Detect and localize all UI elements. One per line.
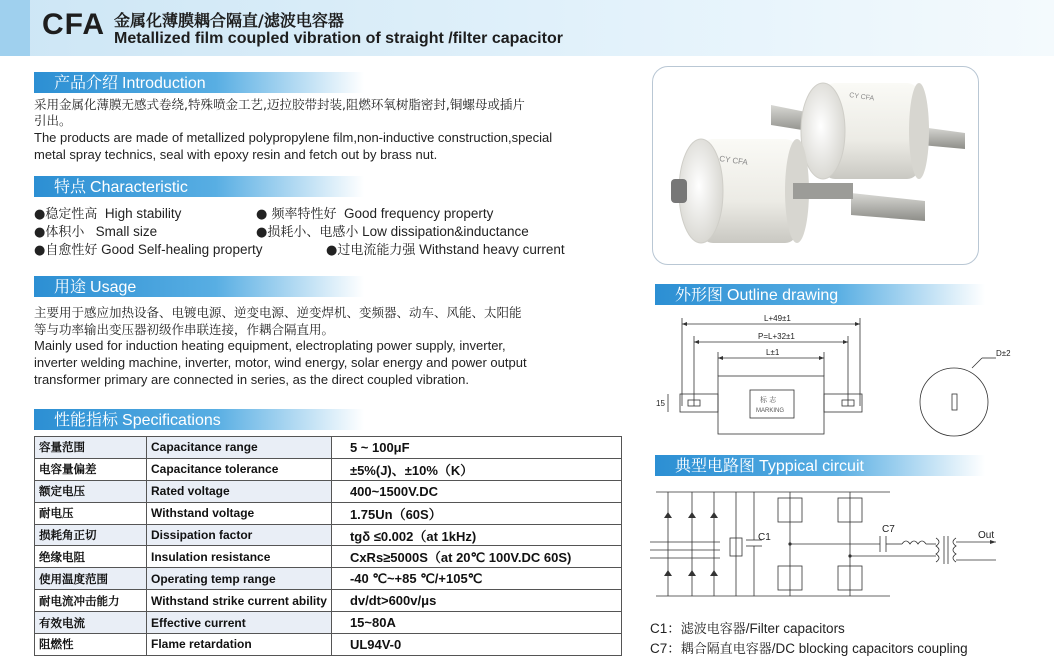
title-english: Metallized film coupled vibration of straight /filter capacitor [114,30,563,47]
introduction-text-zh-2: 引出。 [34,113,72,128]
characteristic-item: ●自愈性好 Good Self-healing property [34,242,263,258]
dimension-label: 15 [656,399,665,408]
dimension-label: P=L+32±1 [758,332,795,341]
spec-name-zh: 耐电压 [35,502,147,524]
circuit-heading [655,455,985,476]
circuit-diagram [650,480,1050,610]
capacitor-end-face [909,83,929,179]
spec-value: UL94V-0 [331,634,621,656]
specifications-heading-zh: 性能指标 [54,410,119,429]
characteristic-item: ●体积小 Small size [34,224,158,240]
spec-row [35,524,622,546]
characteristic-heading-en: Characteristic [90,179,188,196]
usage-heading-zh: 用途 [54,277,87,296]
dimension-label: L+49±1 [764,314,791,323]
spec-value: 5 ~ 100μF [331,437,621,459]
characteristic-heading-zh: 特点 [54,177,87,196]
spec-row [35,634,622,656]
introduction-heading-en: Introduction [122,75,206,92]
introduction-heading-zh: 产品介绍 [54,73,119,92]
spec-value: CxRs≥5000S（at 20℃ 100V.DC 60S) [331,546,621,568]
usage-heading-en: Usage [90,279,137,296]
capacitor-photo-illustration [653,67,979,265]
circuit-heading-en: Typpical circuit [759,458,864,475]
capacitor-label: CY CFA [848,92,875,103]
caption-c1: C1：滤波电容器/Filter capacitors [650,621,845,637]
usage-heading [34,276,364,297]
outline-heading [655,284,985,305]
spec-name-en: Effective current [147,612,332,634]
introduction-text-en-2: metal spray technics, seal with epoxy resin and fetch out by brass nut. [34,147,438,162]
spec-name-zh: 损耗角正切 [35,524,147,546]
spec-name-en: Operating temp range [147,568,332,590]
usage-text-en-2: inverter welding machine, inverter, motor, wind energy, solar energy and power output [34,355,527,370]
introduction-text-zh-1: 采用金属化薄膜无感式卷绕,特殊喷金工艺,迈拉胶带封装,阻燃环氧树脂密封,铜螺母或插片 [34,97,525,112]
outline-heading-zh: 外形图 [675,285,724,304]
dimension-label: L±1 [766,348,780,357]
product-photo [652,66,979,265]
characteristic-item: ●稳定性高 High stability [34,206,182,222]
spec-name-en: Rated voltage [147,480,332,502]
outline-heading-en: Outline drawing [727,287,839,304]
introduction-text-en-1: The products are made of metallized polypropylene film,non-inductive construction,special [34,130,553,145]
usage-text-zh-1: 主要用于感应加热设备、电镀电源、逆变电源、逆变焊机、变频器、动车、风能、太阳能 [34,305,522,320]
specifications-table [34,436,622,656]
introduction-heading [34,72,364,93]
capacitor-end-face [801,83,845,179]
spec-value: -40 ℃~+85 ℃/+105℃ [331,568,621,590]
spec-row [35,612,622,634]
spec-name-zh: 电容量偏差 [35,458,147,480]
circuit-label-out: Out [978,530,995,541]
usage-text-zh-2: 等与功率输出变压器初级作串联连接，作耦合隔直用。 [34,322,335,337]
spec-value: 15~80A [331,612,621,634]
capacitor-label: CY CFA [718,154,749,167]
spec-name-en: Capacitance range [147,437,332,459]
spec-value: ±5%(J)、±10%（K） [331,458,621,480]
usage-text-en-1: Mainly used for induction heating equipment, electroplating power supply, inverter, [34,338,506,353]
specifications-heading [34,409,364,430]
circuit-label-c7: C7 [882,524,895,535]
characteristic-heading [34,176,364,197]
spec-row [35,568,622,590]
product-code: CFA [42,8,105,41]
spec-name-zh: 有效电流 [35,612,147,634]
spec-row [35,502,622,524]
spec-name-en: Dissipation factor [147,524,332,546]
spec-name-zh: 额定电压 [35,480,147,502]
circuit-label-c1: C1 [758,532,771,543]
spec-value: tgδ ≤0.002（at 1kHz) [331,524,621,546]
spec-row [35,590,622,612]
outline-drawing [650,306,1050,446]
header-accent-bar [0,0,30,56]
characteristic-item: ● 频率特性好 Good frequency property [256,206,494,222]
spec-value: 400~1500V.DC [331,480,621,502]
spec-value: 1.75Un（60S） [331,502,621,524]
spec-name-zh: 使用温度范围 [35,568,147,590]
spec-row [35,546,622,568]
marking-label-zh: 标 志 [760,396,777,404]
characteristic-item: ●损耗小、电感小 Low dissipation&inductance [256,224,529,240]
spec-name-en: Withstand voltage [147,502,332,524]
spec-name-zh: 绝缘电阻 [35,546,147,568]
terminal-tab [851,193,925,221]
marking-label-en: MARKING [756,408,785,414]
spec-name-zh: 阻燃性 [35,634,147,656]
spec-name-en: Insulation resistance [147,546,332,568]
page-header [0,0,1054,56]
specifications-heading-en: Specifications [122,412,221,429]
caption-c7: C7：耦合隔直电容器/DC blocking capacitors coupling [650,641,968,657]
spec-name-en: Capacitance tolerance [147,458,332,480]
spec-row [35,480,622,502]
spec-name-en: Withstand strike current ability [147,590,332,612]
usage-text-en-3: transformer primary are connected in series, as the direct coupled vibration. [34,372,469,387]
characteristic-item: ●过电流能力强 Withstand heavy current [326,242,565,258]
terminal-stud [793,183,853,199]
brass-nut [671,179,687,203]
circuit-heading-zh: 典型电路图 [675,456,756,475]
spec-value: dv/dt>600v/μs [331,590,621,612]
spec-row [35,437,622,459]
spec-row [35,458,622,480]
spec-name-zh: 容量范围 [35,437,147,459]
spec-name-zh: 耐电流冲击能力 [35,590,147,612]
dimension-label: D±2 [996,349,1011,358]
title-chinese: 金属化薄膜耦合隔直/滤波电容器 [114,11,344,30]
spec-name-en: Flame retardation [147,634,332,656]
